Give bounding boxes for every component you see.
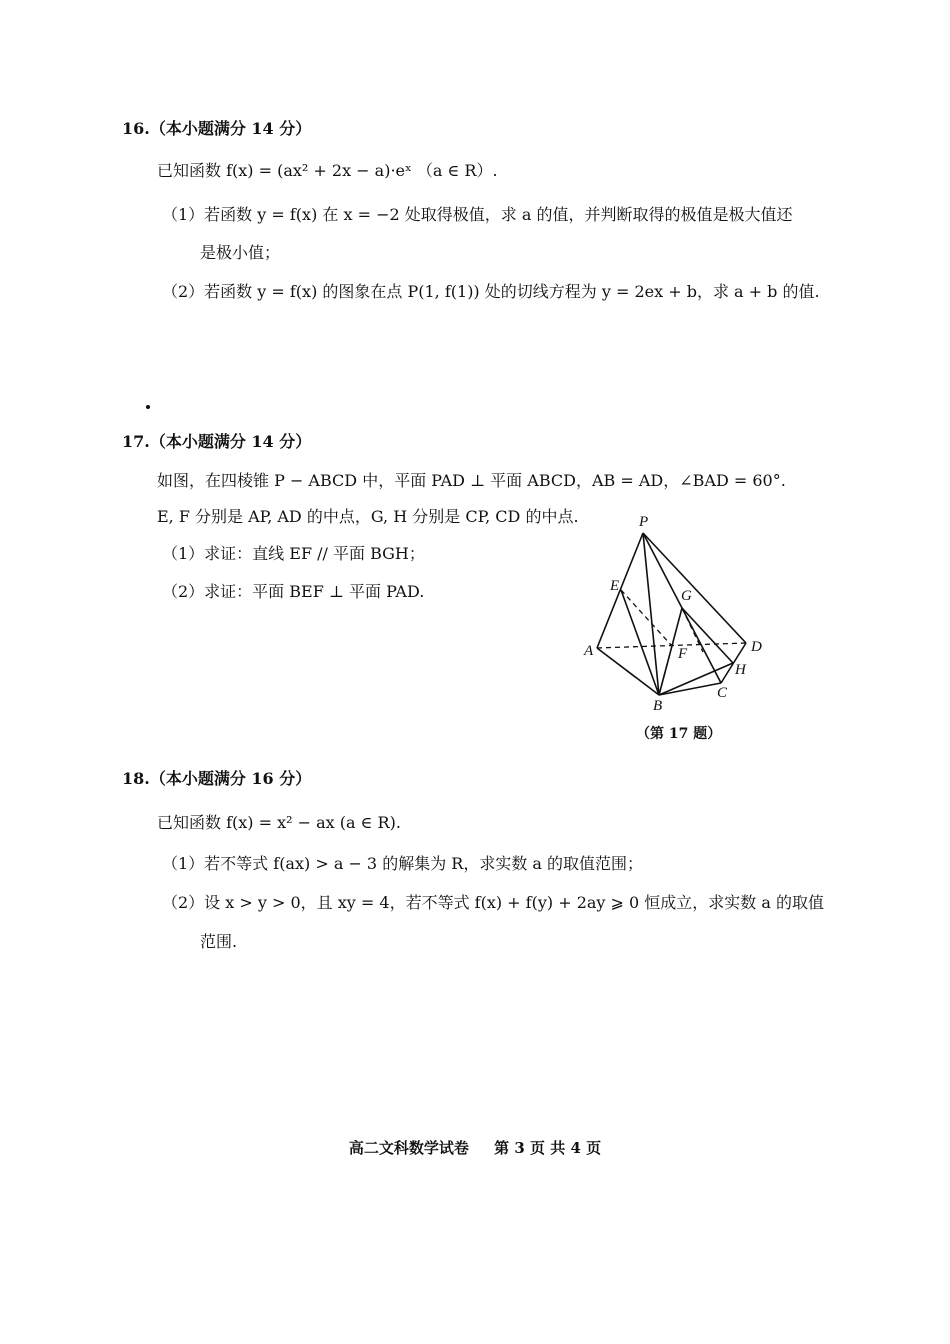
scan-speck	[146, 405, 150, 409]
q16-stem: 已知函数 f(x) = (ax² + 2x − a)·eˣ （a ∈ R）.	[157, 161, 498, 180]
page-footer	[0, 1137, 950, 1158]
q17-heading: 17.（本小题满分 14 分）	[122, 432, 312, 451]
edge-GH	[682, 608, 733, 663]
label-P: P	[639, 514, 649, 530]
label-D: D	[751, 639, 762, 655]
q18-part1: （1）若不等式 f(ax) > a − 3 的解集为 R，求实数 a 的取值范围；	[162, 854, 644, 873]
edge-PD	[643, 533, 746, 643]
q17-stem-line2: E, F 分别是 AP, AD 的中点，G, H 分别是 CP, CD 的中点.	[157, 507, 579, 526]
q18-part2-line2: 范围.	[200, 932, 238, 951]
q16-part1-line2: 是极小值；	[200, 243, 281, 262]
q16-part1-line1: （1）若函数 y = f(x) 在 x = −2 处取得极值，求 a 的值，并判断取得的极值是极大值还	[162, 205, 793, 224]
figure-caption: （第 17 题）	[636, 726, 722, 742]
q18-stem: 已知函数 f(x) = x² − ax (a ∈ R).	[157, 813, 401, 832]
label-E: E	[610, 578, 620, 594]
q18-heading: 18.（本小题满分 16 分）	[122, 769, 312, 788]
footer-page-number: 第 3 页 共 4 页	[494, 1139, 602, 1157]
label-G: G	[681, 588, 692, 604]
q17-part1: （1）求证：直线 EF // 平面 BGH；	[162, 544, 425, 563]
q18-part2-line1: （2）设 x > y > 0，且 xy = 4，若不等式 f(x) + f(y) + 2ay ⩾ 0 恒成立，求实数 a 的取值	[162, 893, 825, 912]
label-B: B	[653, 698, 663, 714]
edge-BC	[659, 683, 721, 695]
label-C: C	[717, 685, 728, 701]
pyramid-figure	[575, 510, 775, 750]
q17-part2: （2）求证：平面 BEF ⊥ 平面 PAD.	[162, 582, 425, 601]
edge-EF-hidden	[621, 590, 672, 646]
label-A: A	[584, 643, 594, 659]
label-F: F	[678, 646, 688, 662]
label-H: H	[735, 662, 746, 678]
q17-stem-line1: 如图，在四棱锥 P − ABCD 中，平面 PAD ⊥ 平面 ABCD，AB = AD，∠BAD = 60°.	[157, 471, 786, 490]
q16-heading: 16.（本小题满分 14 分）	[122, 119, 312, 138]
footer-title: 高二文科数学试卷	[348, 1139, 469, 1157]
q16-part2: （2）若函数 y = f(x) 的图象在点 P(1, f(1)) 处的切线方程为 y = 2ex + b，求 a + b 的值.	[162, 282, 820, 301]
